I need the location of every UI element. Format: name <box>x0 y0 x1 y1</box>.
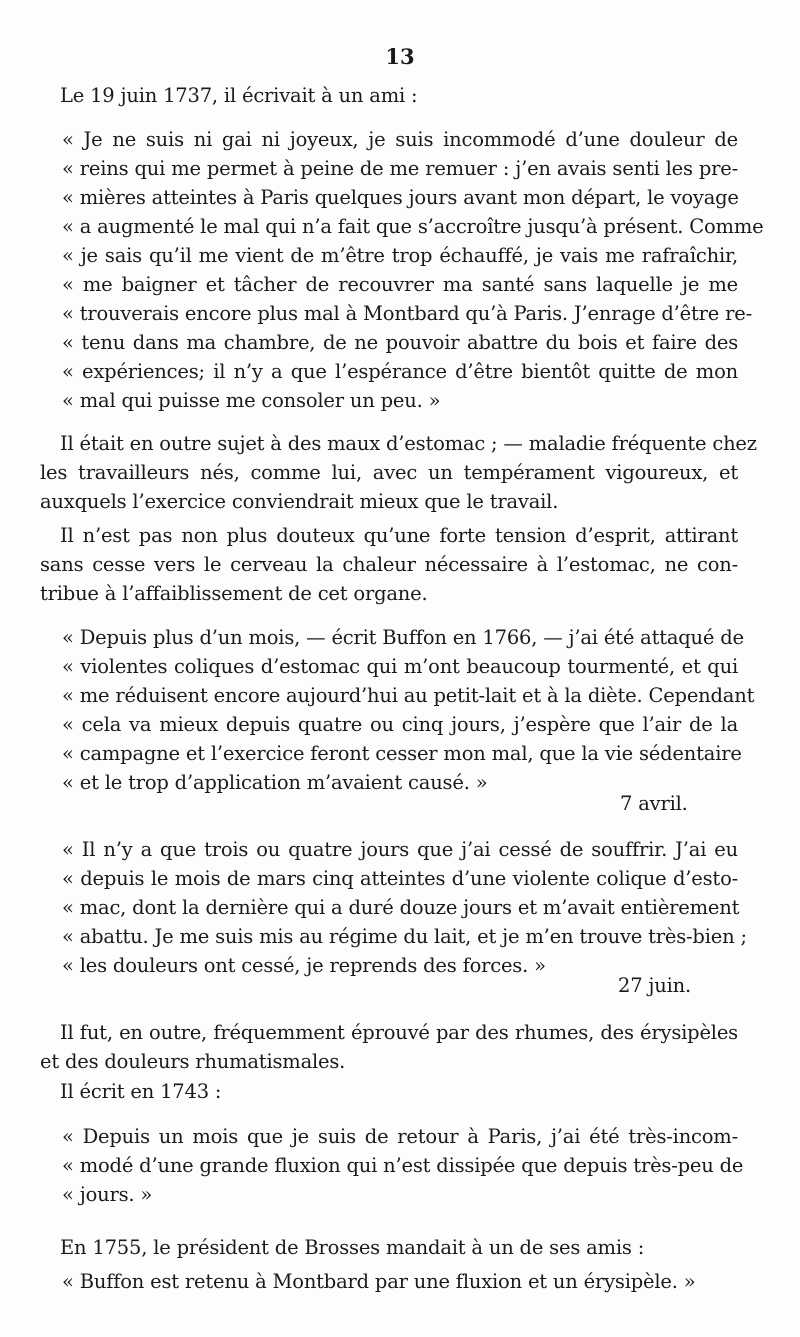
quote-line: « mac, dont la dernière qui a duré douze jours et m’avait entièrement <box>62 896 740 919</box>
quote-line: « cela va mieux depuis quatre ou cinq jours, j’espère que l’air de la <box>62 713 738 736</box>
quote-line: « Il n’y a que trois ou quatre jours que j’ai cessé de souffrir. J’ai eu <box>62 838 738 861</box>
quote-line: « trouverais encore plus mal à Montbard qu’à Paris. J’enrage d’être re- <box>62 302 752 325</box>
quote-line: « modé d’une grande fluxion qui n’est dissipée que depuis très-peu de <box>62 1154 744 1177</box>
quote-line: « tenu dans ma chambre, de ne pouvoir abattre du bois et faire des <box>62 331 738 354</box>
quote-line: « Buffon est retenu à Montbard par une fluxion et un érysipèle. » <box>62 1270 696 1293</box>
quote-line: « abattu. Je me suis mis au régime du lait, et je m’en trouve très-bien ; <box>62 925 747 948</box>
text-line: En 1755, le président de Brosses mandait à un de ses amis : <box>60 1236 645 1259</box>
quote-line: « les douleurs ont cessé, je reprends des forces. » <box>62 954 546 977</box>
page-number: 13 <box>385 44 415 69</box>
quote-line: « reins qui me permet à peine de me remuer : j’en avais senti les pre- <box>62 157 738 180</box>
date-line: 27 juin. <box>618 974 692 997</box>
quote-line: « et le trop d’application m’avaient causé. » <box>62 771 488 794</box>
text-line: Il écrit en 1743 : <box>60 1080 222 1103</box>
text-line: et des douleurs rhumatismales. <box>40 1050 346 1073</box>
quote-line: « Depuis plus d’un mois, — écrit Buffon en 1766, — j’ai été attaqué de <box>62 626 744 649</box>
quote-line: « me réduisent encore aujourd’hui au petit-lait et à la diète. Cependant <box>62 684 755 707</box>
text-line: sans cesse vers le cerveau la chaleur nécessaire à l’estomac, ne con- <box>40 553 738 576</box>
text-line: auxquels l’exercice conviendrait mieux que le travail. <box>40 490 559 513</box>
text-line: les travailleurs nés, comme lui, avec un tempérament vigoureux, et <box>40 461 738 484</box>
quote-line: « Depuis un mois que je suis de retour à Paris, j’ai été très-incom- <box>62 1125 738 1148</box>
quote-line: « violentes coliques d’estomac qui m’ont beaucoup tourmenté, et qui <box>62 655 738 678</box>
text-line: Le 19 juin 1737, il écrivait à un ami : <box>60 84 418 107</box>
quote-line: « Je ne suis ni gai ni joyeux, je suis incommodé d’une douleur de <box>62 128 738 151</box>
quote-line: « campagne et l’exercice feront cesser mon mal, que la vie sédentaire <box>62 742 742 765</box>
text-line: Il était en outre sujet à des maux d’estomac ; — maladie fréquente chez <box>60 432 757 455</box>
text-line: Il n’est pas non plus douteux qu’une forte tension d’esprit, attirant <box>60 524 738 547</box>
text-line: Il fut, en outre, fréquemment éprouvé par des rhumes, des érysipèles <box>60 1021 738 1044</box>
date-line: 7 avril. <box>620 792 688 815</box>
quote-line: « expériences; il n’y a que l’espérance d’être bientôt quitte de mon <box>62 360 738 383</box>
quote-line: « mières atteintes à Paris quelques jours avant mon départ, le voyage <box>62 186 739 209</box>
quote-line: « depuis le mois de mars cinq atteintes d’une violente colique d’esto- <box>62 867 738 890</box>
quote-line: « je sais qu’il me vient de m’être trop échauffé, je vais me rafraîchir, <box>62 244 738 267</box>
quote-line: « me baigner et tâcher de recouvrer ma santé sans laquelle je me <box>62 273 738 296</box>
quote-line: « jours. » <box>62 1183 153 1206</box>
quote-line: « mal qui puisse me consoler un peu. » <box>62 389 441 412</box>
text-line: tribue à l’affaiblissement de cet organe. <box>40 582 428 605</box>
quote-line: « a augmenté le mal qui n’a fait que s’accroître jusqu’à présent. Comme <box>62 215 764 238</box>
